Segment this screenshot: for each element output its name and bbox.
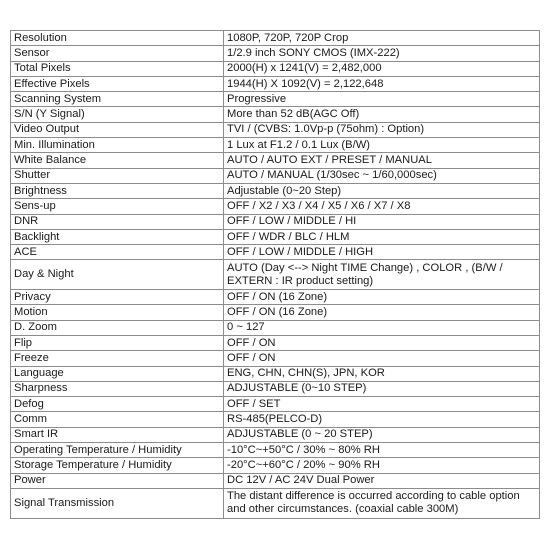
spec-value: OFF / ON: [224, 351, 540, 366]
spec-value: Adjustable (0~20 Step): [224, 183, 540, 198]
spec-label: Effective Pixels: [11, 76, 224, 91]
spec-row: [11, 458, 540, 473]
spec-row: [11, 122, 540, 137]
spec-row: [11, 473, 540, 488]
spec-label: Operating Temperature / Humidity: [11, 443, 224, 458]
spec-value: DC 12V / AC 24V Dual Power: [224, 473, 540, 488]
spec-value: Progressive: [224, 92, 540, 107]
spec-row: [11, 351, 540, 366]
spec-row: [11, 320, 540, 335]
spec-label: Video Output: [11, 122, 224, 137]
spec-row: [11, 381, 540, 396]
spec-label: Language: [11, 366, 224, 381]
spec-label: Smart IR: [11, 427, 224, 442]
spec-row: [11, 214, 540, 229]
spec-label: Signal Transmission: [11, 488, 224, 518]
spec-label: Backlight: [11, 229, 224, 244]
spec-row: [11, 427, 540, 442]
spec-value: TVI / (CVBS: 1.0Vp-p (75ohm) : Option): [224, 122, 540, 137]
spec-value: -10°C~+50°C / 30% ~ 80% RH: [224, 443, 540, 458]
spec-row: [11, 366, 540, 381]
spec-value: AUTO / MANUAL (1/30sec ~ 1/60,000sec): [224, 168, 540, 183]
spec-label: Brightness: [11, 183, 224, 198]
spec-value: 0 ~ 127: [224, 320, 540, 335]
spec-label: ACE: [11, 245, 224, 260]
spec-value: OFF / SET: [224, 397, 540, 412]
spec-label: DNR: [11, 214, 224, 229]
spec-value: ENG, CHN, CHN(S), JPN, KOR: [224, 366, 540, 381]
spec-label: Shutter: [11, 168, 224, 183]
spec-value: ADJUSTABLE (0~10 STEP): [224, 381, 540, 396]
spec-label: Min. Illumination: [11, 138, 224, 153]
spec-value: OFF / LOW / MIDDLE / HI: [224, 214, 540, 229]
spec-label: Power: [11, 473, 224, 488]
spec-row: [11, 46, 540, 61]
spec-row: [11, 61, 540, 76]
spec-row: [11, 183, 540, 198]
spec-value: 2000(H) x 1241(V) = 2,482,000: [224, 61, 540, 76]
spec-label: Sharpness: [11, 381, 224, 396]
spec-label: Freeze: [11, 351, 224, 366]
spec-value: RS-485(PELCO-D): [224, 412, 540, 427]
spec-value: 1080P, 720P, 720P Crop: [224, 31, 540, 46]
spec-label: Total Pixels: [11, 61, 224, 76]
spec-value: OFF / X2 / X3 / X4 / X5 / X6 / X7 / X8: [224, 199, 540, 214]
spec-row: [11, 245, 540, 260]
spec-label: White Balance: [11, 153, 224, 168]
spec-label: Storage Temperature / Humidity: [11, 458, 224, 473]
spec-value: OFF / LOW / MIDDLE / HIGH: [224, 245, 540, 260]
spec-row: [11, 290, 540, 305]
spec-row: [11, 305, 540, 320]
spec-value: The distant difference is occurred according to cable option and other circumstances. (coaxial cable 300M): [224, 488, 540, 518]
spec-row: [11, 76, 540, 91]
spec-row: [11, 260, 540, 290]
spec-row: [11, 229, 540, 244]
spec-label: Privacy: [11, 290, 224, 305]
spec-label: Defog: [11, 397, 224, 412]
spec-value: -20°C~+60°C / 20% ~ 90% RH: [224, 458, 540, 473]
spec-value: OFF / WDR / BLC / HLM: [224, 229, 540, 244]
spec-value: 1944(H) X 1092(V) = 2,122,648: [224, 76, 540, 91]
spec-label: Motion: [11, 305, 224, 320]
spec-value: OFF / ON (16 Zone): [224, 305, 540, 320]
spec-value: AUTO (Day <--> Night TIME Change) , COLOR , (B/W / EXTERN : IR product setting): [224, 260, 540, 290]
spec-row: [11, 92, 540, 107]
spec-row: [11, 168, 540, 183]
spec-label: Sensor: [11, 46, 224, 61]
spec-row: [11, 488, 540, 518]
spec-value: More than 52 dB(AGC Off): [224, 107, 540, 122]
spec-value: 1 Lux at F1.2 / 0.1 Lux (B/W): [224, 138, 540, 153]
spec-table: [10, 30, 540, 519]
spec-row: [11, 412, 540, 427]
spec-label: S/N (Y Signal): [11, 107, 224, 122]
spec-row: [11, 107, 540, 122]
spec-label: Sens-up: [11, 199, 224, 214]
spec-label: Day & Night: [11, 260, 224, 290]
spec-row: [11, 397, 540, 412]
spec-row: [11, 138, 540, 153]
spec-table-body: [11, 31, 540, 519]
spec-value: AUTO / AUTO EXT / PRESET / MANUAL: [224, 153, 540, 168]
spec-value: 1/2.9 inch SONY CMOS (IMX-222): [224, 46, 540, 61]
spec-value: OFF / ON: [224, 335, 540, 350]
spec-value: OFF / ON (16 Zone): [224, 290, 540, 305]
spec-label: Scanning System: [11, 92, 224, 107]
spec-label: Flip: [11, 335, 224, 350]
spec-row: [11, 443, 540, 458]
spec-row: [11, 153, 540, 168]
spec-row: [11, 31, 540, 46]
spec-row: [11, 335, 540, 350]
spec-row: [11, 199, 540, 214]
spec-label: D. Zoom: [11, 320, 224, 335]
spec-label: Comm: [11, 412, 224, 427]
spec-value: ADJUSTABLE (0 ~ 20 STEP): [224, 427, 540, 442]
spec-label: Resolution: [11, 31, 224, 46]
